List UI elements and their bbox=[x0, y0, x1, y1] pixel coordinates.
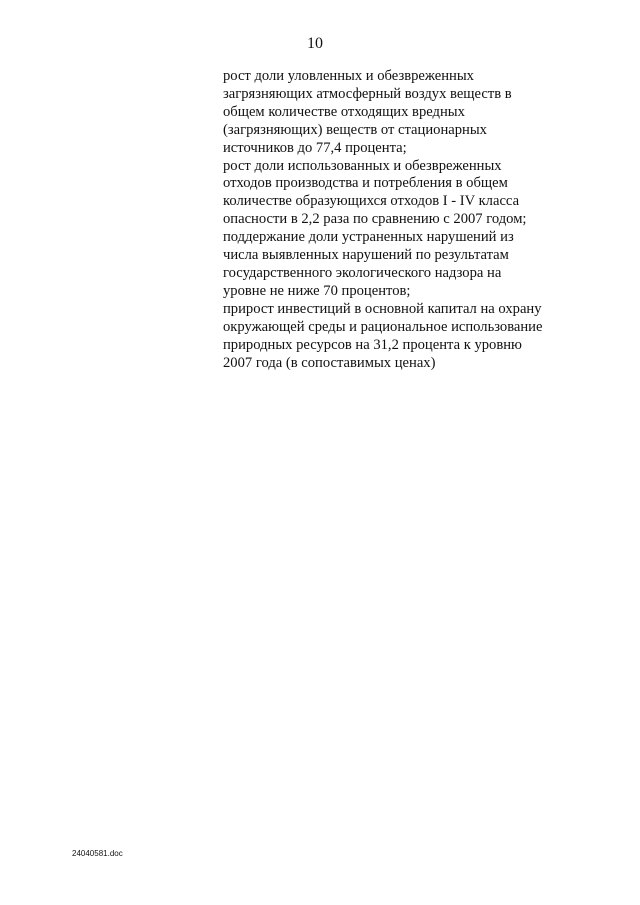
text-line: рост доли уловленных и обезвреженных bbox=[223, 68, 474, 84]
body-text bbox=[223, 68, 563, 372]
text-line: общем количестве отходящих вредных bbox=[223, 103, 465, 120]
text-line: опасности в 2,2 раза по сравнению с 2007 годом; bbox=[223, 211, 527, 228]
text-line: рост доли использованных и обезвреженных bbox=[223, 157, 502, 174]
text-line: числа выявленных нарушений по результатам bbox=[223, 247, 509, 264]
text-line: (загрязняющих) веществ от стационарных bbox=[223, 121, 487, 138]
text-line: отходов производства и потребления в общем bbox=[223, 175, 508, 192]
text-line: источников до 77,4 процента; bbox=[223, 139, 407, 156]
text-line: прирост инвестиций в основной капитал на охрану bbox=[223, 300, 542, 317]
text-line: окружающей среды и рациональное использование bbox=[223, 318, 543, 335]
text-line: природных ресурсов на 31,2 процента к уровню bbox=[223, 336, 522, 353]
page-number: 10 bbox=[307, 35, 323, 52]
text-line: 2007 года (в сопоставимых ценах) bbox=[223, 354, 436, 371]
text-line: загрязняющих атмосферный воздух веществ в bbox=[223, 85, 512, 102]
text-line: количестве образующихся отходов I - IV класса bbox=[223, 193, 520, 210]
text-line: поддержание доли устраненных нарушений из bbox=[223, 229, 514, 246]
footer-filename: 24040581.doc bbox=[72, 849, 123, 858]
text-line: уровне не ниже 70 процентов; bbox=[223, 282, 411, 299]
text-line: государственного экологического надзора на bbox=[223, 264, 502, 281]
